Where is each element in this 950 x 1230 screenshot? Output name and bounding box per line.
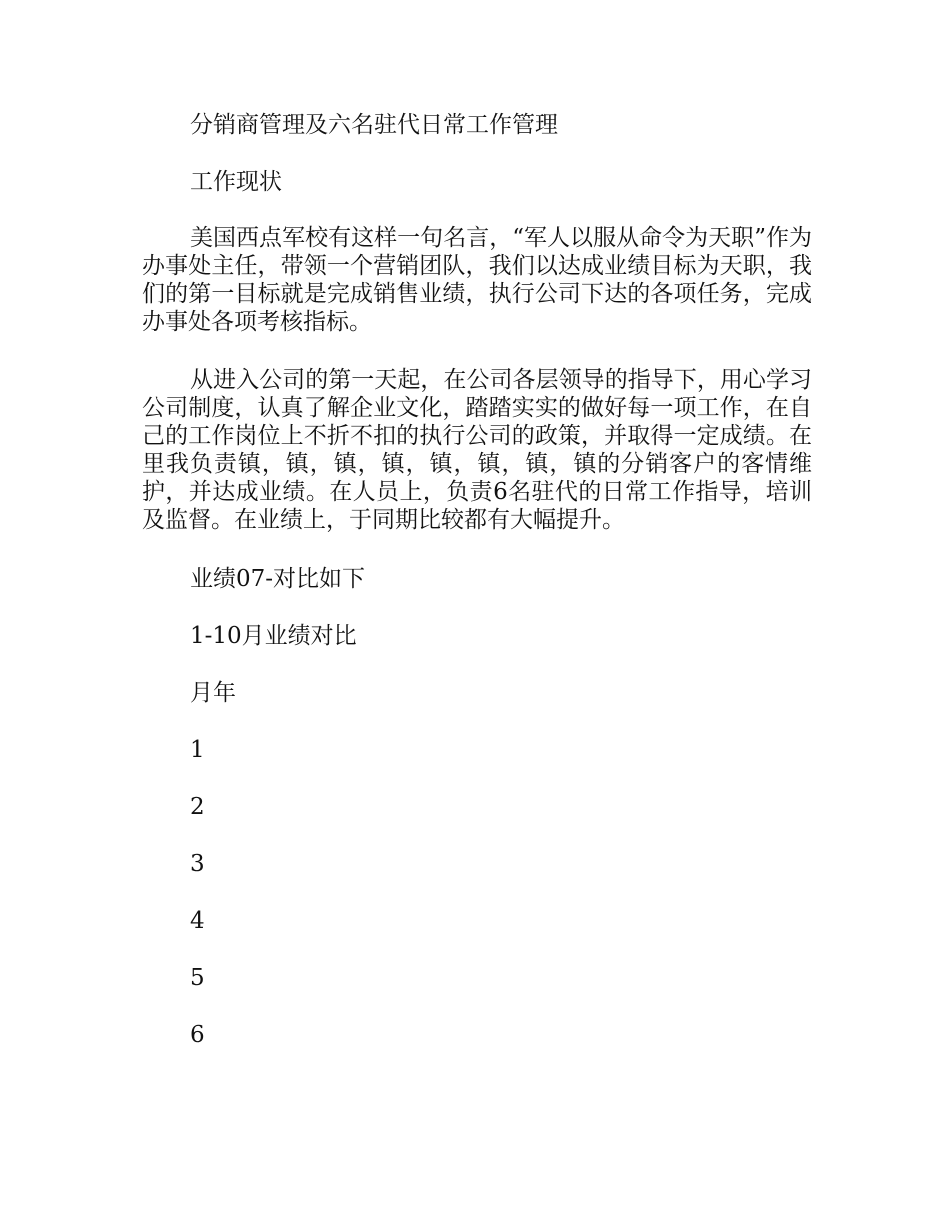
spacer bbox=[142, 765, 812, 792]
month-item: 5 bbox=[190, 965, 205, 991]
spacer bbox=[142, 197, 812, 224]
month-item: 2 bbox=[190, 794, 205, 820]
spacer bbox=[142, 594, 812, 621]
document-body bbox=[142, 110, 812, 1050]
month-item: 3 bbox=[190, 851, 205, 877]
month-item: 4 bbox=[190, 908, 205, 934]
month-item: 6 bbox=[190, 1022, 205, 1048]
spacer bbox=[142, 651, 812, 678]
spacer bbox=[142, 534, 812, 564]
spacer bbox=[142, 822, 812, 849]
spacer bbox=[142, 140, 812, 167]
intro-paragraph: 美国西点军校有这样一句名言，“军人以服从命令为天职”作为办事处主任，带领一个营销团队，我们以达成业绩目标为天职，我们的第一目标就是完成销售业绩，执行公司下达的各项任务，完成办事处各项考核指标。 bbox=[142, 225, 812, 335]
column-label: 月年 bbox=[190, 680, 236, 706]
spacer bbox=[142, 879, 812, 906]
document-title: 分销商管理及六名驻代日常工作管理 bbox=[190, 112, 558, 138]
spacer bbox=[142, 993, 812, 1020]
spacer bbox=[142, 936, 812, 963]
spacer bbox=[142, 708, 812, 735]
period-heading: 1-10月业绩对比 bbox=[190, 623, 357, 649]
spacer bbox=[142, 336, 812, 366]
work-summary-paragraph: 从进入公司的第一天起，在公司各层领导的指导下，用心学习公司制度，认真了解企业文化，踏踏实实的做好每一项工作，在自己的工作岗位上不折不扣的执行公司的政策，并取得一定成绩。在里我负责镇，镇，镇，镇，镇，镇，镇，镇的分销客户的客情维护，并达成业绩。在人员上，负责6名驻代的日常工作指导，培训及监督。在业绩上，于同期比较都有大幅提升。 bbox=[142, 367, 812, 533]
section-heading: 工作现状 bbox=[190, 169, 282, 195]
month-item: 1 bbox=[190, 737, 205, 763]
comparison-heading: 业绩07-对比如下 bbox=[190, 566, 366, 592]
